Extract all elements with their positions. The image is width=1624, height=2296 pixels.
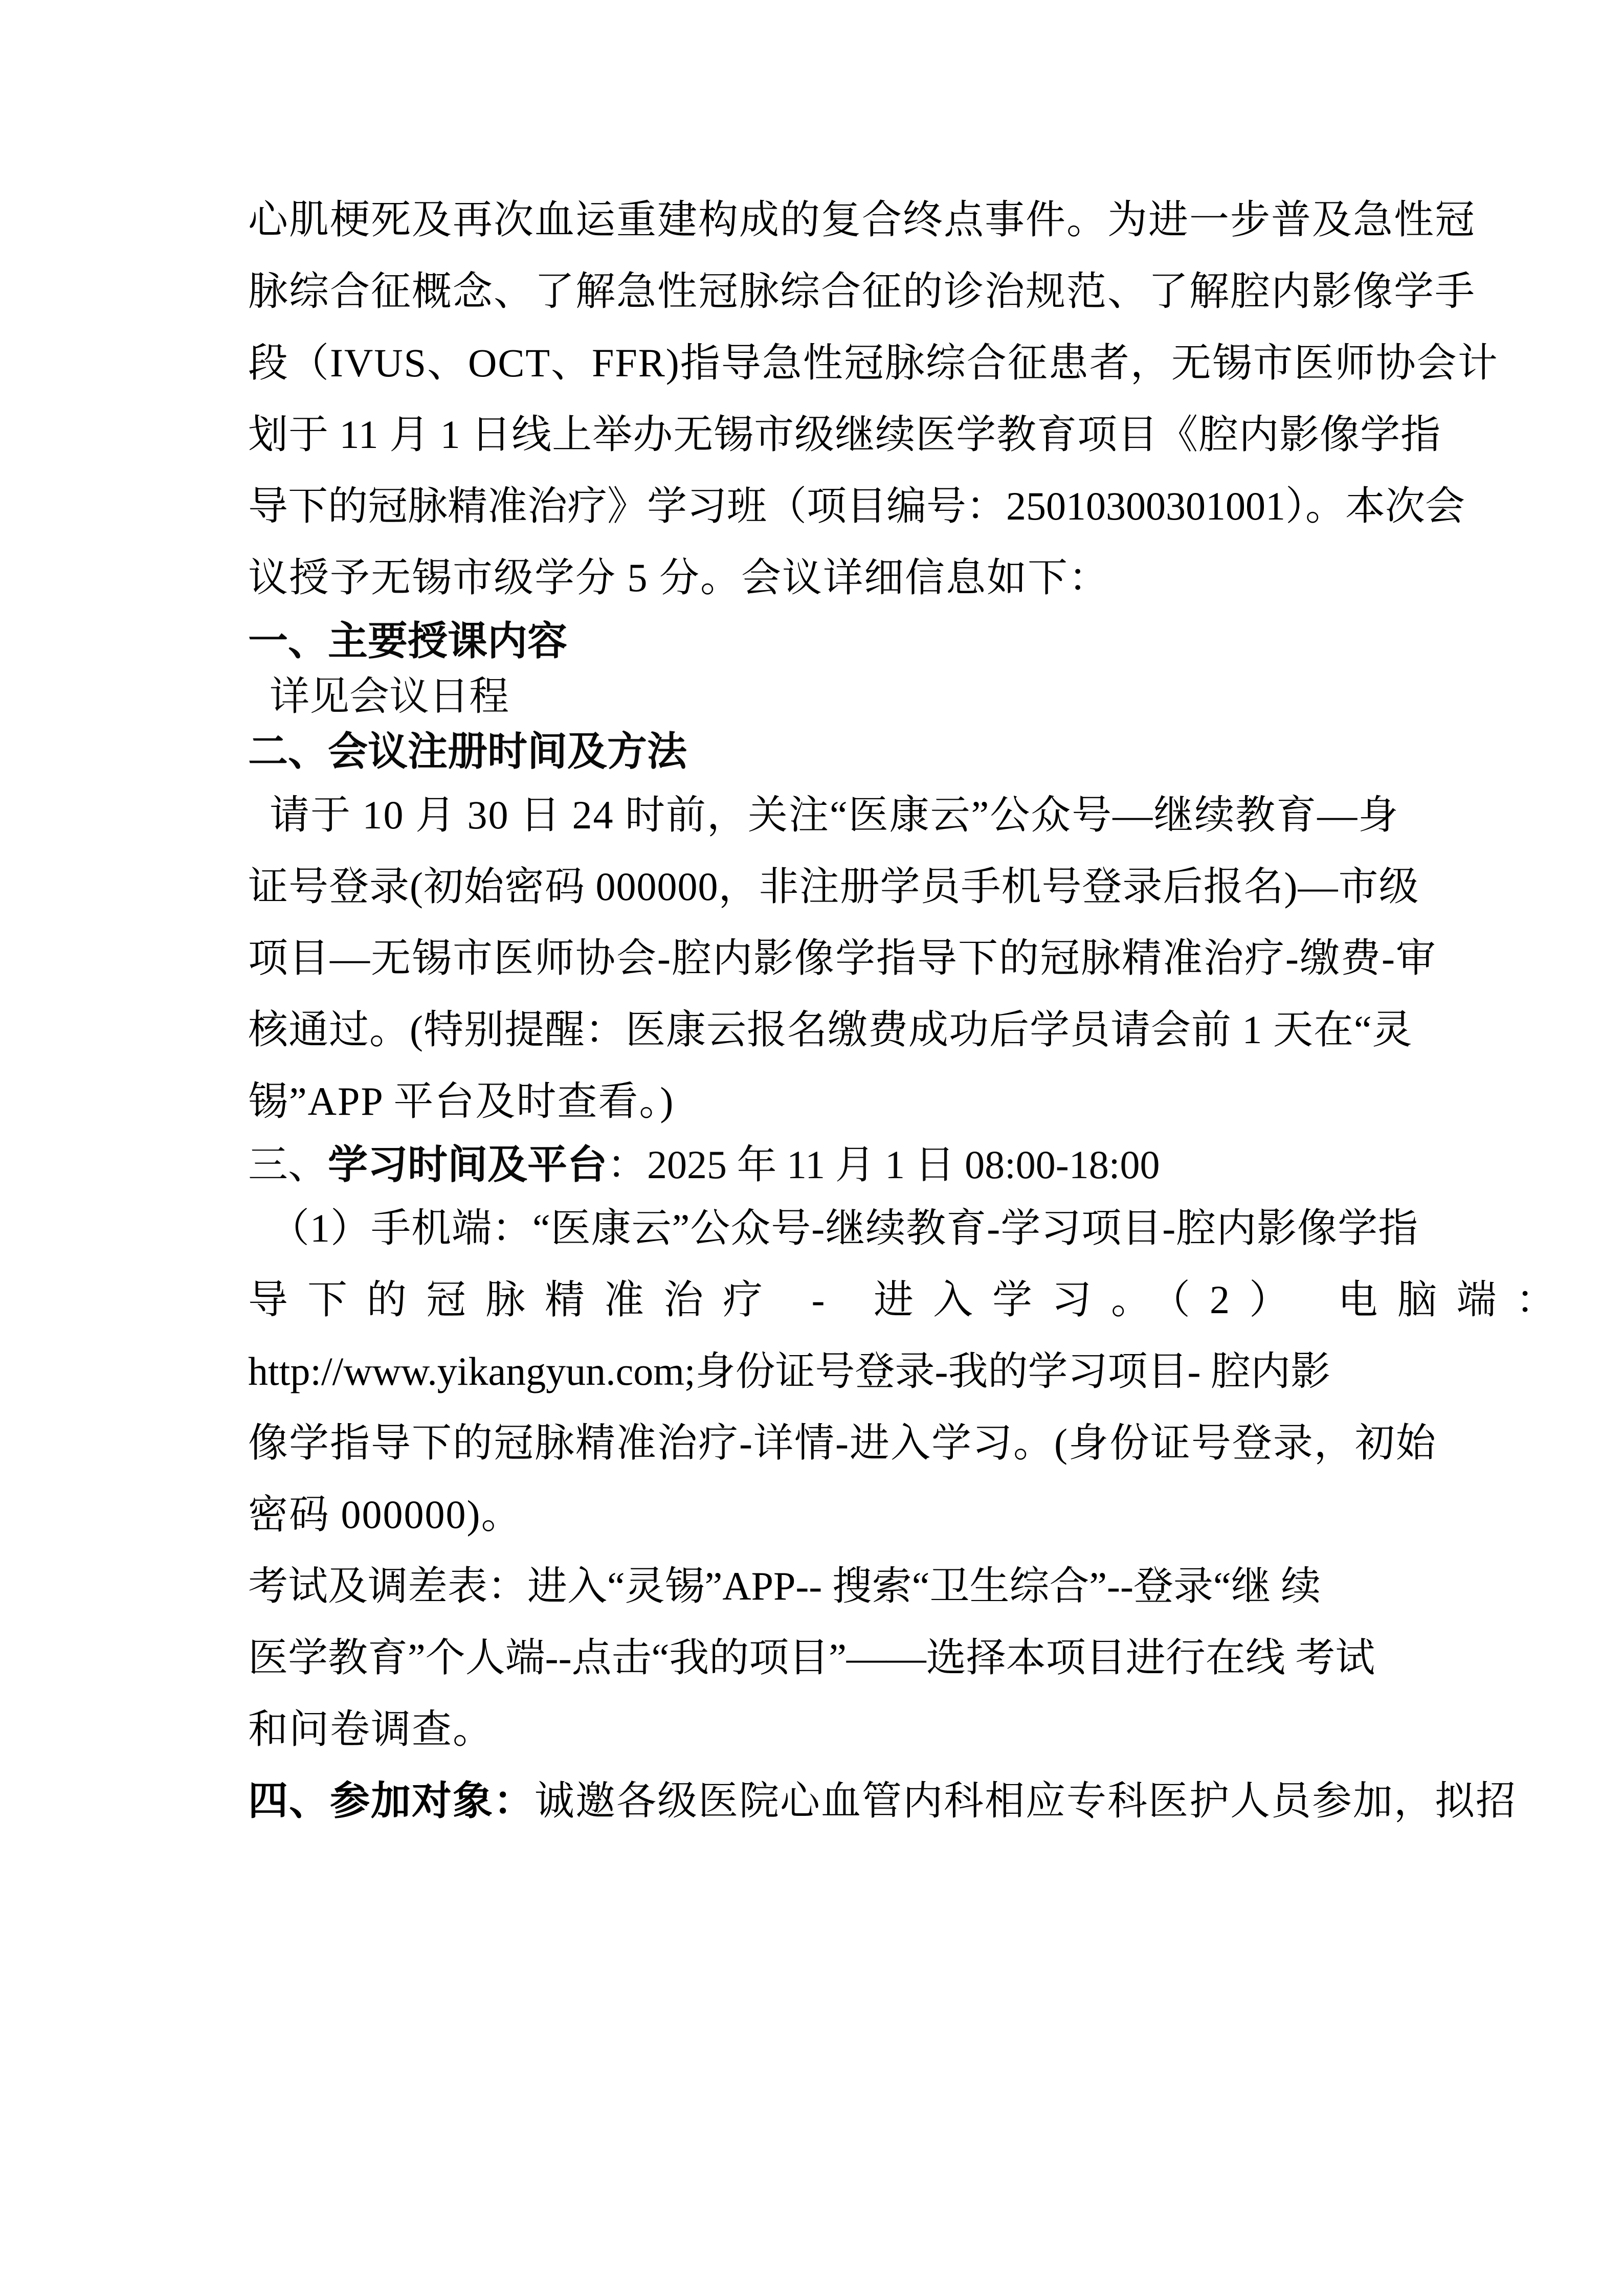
- section-heading-4: [248, 1765, 1517, 1837]
- section-1-content: 详见会议日程: [270, 674, 509, 718]
- document-body: [248, 184, 1575, 1837]
- paragraph-line: 密码 000000)。: [248, 1492, 522, 1537]
- paragraph-line: 导下的冠脉精准治疗 - 进入学习。（2） 电脑端：: [248, 1277, 1575, 1322]
- paragraph-line: 项目—无锡市医师协会-腔内影像学指导下的冠脉精准治疗-缴费-审: [248, 936, 1437, 980]
- paragraph-line: 医学教育”个人端--点击“我的项目”——选择本项目进行在线 考试: [248, 1635, 1375, 1680]
- paragraph-line: 议授予无锡市级学分 5 分。会议详细信息如下：: [248, 555, 1110, 600]
- paragraph-line: 导下的冠脉精准治疗》学习班（项目编号：25010300301001）。本次会: [248, 484, 1465, 528]
- paragraph-line: 脉综合征概念、了解急性冠脉综合征的诊治规范、了解腔内影像学手: [248, 269, 1476, 313]
- section-heading-3-value: ：2025 年 11 月 1 日 08:00-18:00: [607, 1142, 1160, 1187]
- section-heading-3: [248, 1137, 1378, 1192]
- paragraph-line: 考试及调差表：进入“灵锡”APP-- 搜索“卫生综合”--登录“继 续: [248, 1564, 1321, 1608]
- paragraph-line: （1）手机端：“医康云”公众号-继续教育-学习项目-腔内影像学指: [270, 1206, 1419, 1250]
- paragraph-line: 请于 10 月 30 日 24 时前，关注“医康云”公众号—继续教育—身: [270, 793, 1399, 837]
- section-heading-1: 一、主要授课内容: [248, 619, 568, 663]
- paragraph-line-url: http://www.yikangyun.com;身份证号登录-我的学习项目- 腔内影: [248, 1349, 1330, 1393]
- paragraph-line: 段（IVUS、OCT、FFR)指导急性冠脉综合征患者，无锡市医师协会计: [248, 341, 1499, 385]
- section-heading-2: 二、会议注册时间及方法: [248, 729, 687, 774]
- section-heading-4-label: 四、参加对象：: [248, 1779, 535, 1823]
- paragraph-line: 像学指导下的冠脉精准治疗-详情-进入学习。(身份证号登录，初始: [248, 1421, 1437, 1465]
- paragraph-line: 和问卷调查。: [248, 1707, 494, 1751]
- section-heading-3-number: 三、: [248, 1142, 328, 1187]
- paragraph-line: 证号登录(初始密码 000000，非注册学员手机号登录后报名)—市级: [248, 864, 1419, 909]
- paragraph-line: 锡”APP 平台及时查看。): [248, 1079, 675, 1123]
- paragraph-line: 核通过。(特别提醒：医康云报名缴费成功后学员请会前 1 天在“灵: [248, 1007, 1413, 1052]
- section-heading-4-text: 诚邀各级医院心血管内科相应专科医护人员参加，拟招: [535, 1779, 1517, 1823]
- paragraph-line: 划于 11 月 1 日线上举办无锡市级继续医学教育项目《腔内影像学指: [248, 412, 1441, 457]
- section-heading-3-label: 学习时间及平台: [328, 1142, 608, 1187]
- paragraph-line: 心肌梗死及再次血运重建构成的复合终点事件。为进一步普及急性冠: [248, 197, 1476, 242]
